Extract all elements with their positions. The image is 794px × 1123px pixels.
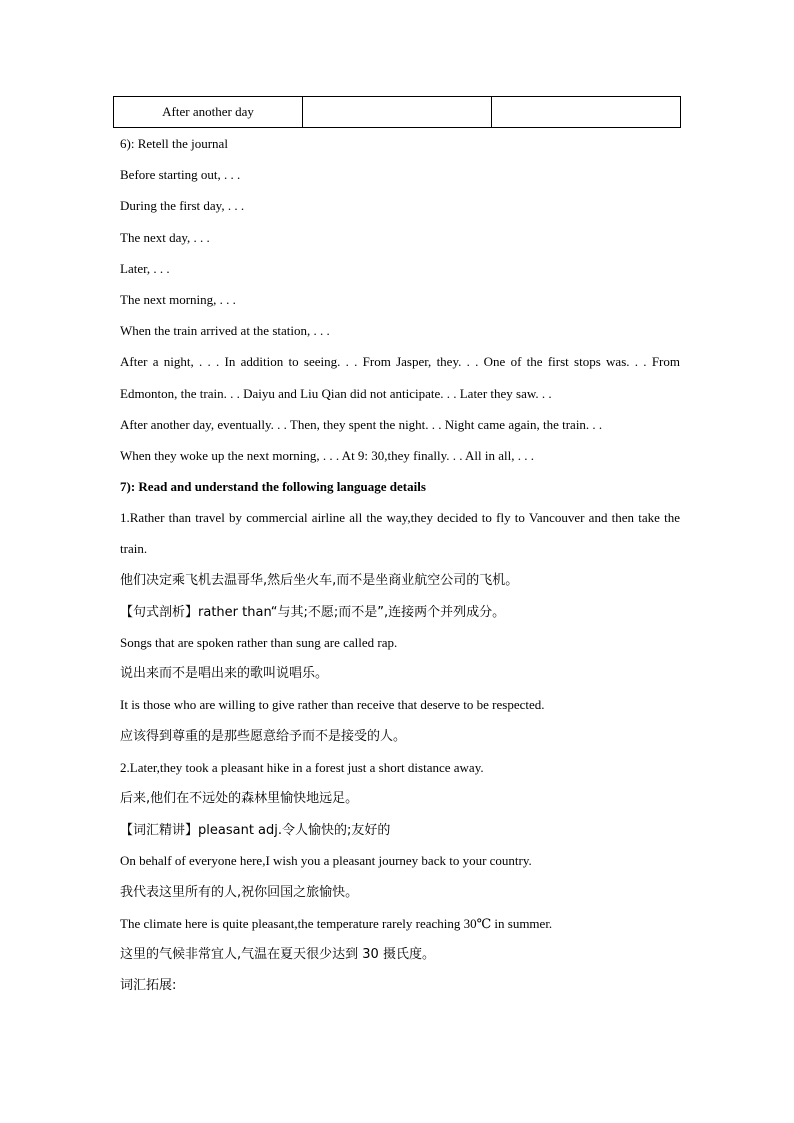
example-translation: 我代表这里所有的人,祝你回国之旅愉快。 — [120, 884, 359, 900]
item2-translation: 后来,他们在不远处的森林里愉快地远足。 — [120, 791, 359, 806]
table-row — [114, 97, 681, 128]
retell-line: Later, . . . — [120, 260, 170, 276]
journey-table — [113, 96, 681, 128]
retell-line: After another day, eventually. . . Then, they spent the night. . . Night came again, the train. . . — [120, 416, 603, 432]
retell-line: When they woke up the next morning, . . . At 9: 30,they finally. . . All in all, . . . — [120, 447, 535, 463]
item1-analysis — [120, 596, 680, 627]
item2-vocab — [120, 814, 680, 845]
example-translation: 应该得到尊重的是那些愿意给予而不是接受的人。 — [120, 728, 407, 744]
analysis-label: 【句式剖析】 — [120, 604, 199, 620]
example-translation: 说出来而不是唱出来的歌叫说唱乐。 — [120, 666, 329, 682]
section7-heading: 7): Read and understand the following language details — [120, 479, 426, 495]
table-cell — [492, 97, 681, 128]
vocab-text: pleasant adj.令人愉快的;友好的 — [198, 823, 391, 839]
retell-line: Before starting out, . . . — [120, 167, 241, 183]
example-sentence: It is those who are willing to give rather than receive that deserve to be respected. — [120, 697, 545, 713]
document-content — [120, 128, 680, 1001]
retell-line: During the first day, . . . — [120, 198, 245, 214]
item2-sentence: 2.Later,they took a pleasant hike in a forest just a short distance away. — [120, 759, 484, 775]
item1-sentence: 1.Rather than travel by commercial airline all the way,they decided to fly to Vancouver and then take the train. — [120, 510, 680, 557]
retell-paragraph: After a night, . . . In addition to seeing. . . From Jasper, they. . . One of the first stops was. . . From Edmonton, the train. . . Daiyu and Liu Qian did not anticipate. . . Later they saw. . . — [120, 354, 680, 401]
analysis-text: rather than“与其;不愿;而不是”,连接两个并列成分。 — [198, 604, 506, 620]
table-cell: After another day — [114, 97, 303, 128]
example-sentence: Songs that are spoken rather than sung are called rap. — [120, 635, 398, 651]
vocab-label: 【词汇精讲】 — [120, 823, 199, 839]
example-sentence: On behalf of everyone here,I wish you a pleasant journey back to your country. — [120, 853, 532, 869]
item1-translation: 他们决定乘飞机去温哥华,然后坐火车,而不是坐商业航空公司的飞机。 — [120, 572, 519, 588]
example-translation: 这里的气候非常宜人,气温在夏天很少达到 30 摄氏度。 — [120, 946, 435, 962]
vocab-extension-label: 词汇拓展: — [120, 978, 177, 994]
retell-line: When the train arrived at the station, . . . — [120, 323, 330, 339]
table-cell — [303, 97, 492, 128]
retell-line: The next morning, . . . — [120, 291, 236, 307]
example-sentence: The climate here is quite pleasant,the temperature rarely reaching 30℃ in summer. — [120, 915, 553, 931]
retell-line: The next day, . . . — [120, 229, 210, 245]
section6-heading: 6): Retell the journal — [120, 136, 228, 151]
